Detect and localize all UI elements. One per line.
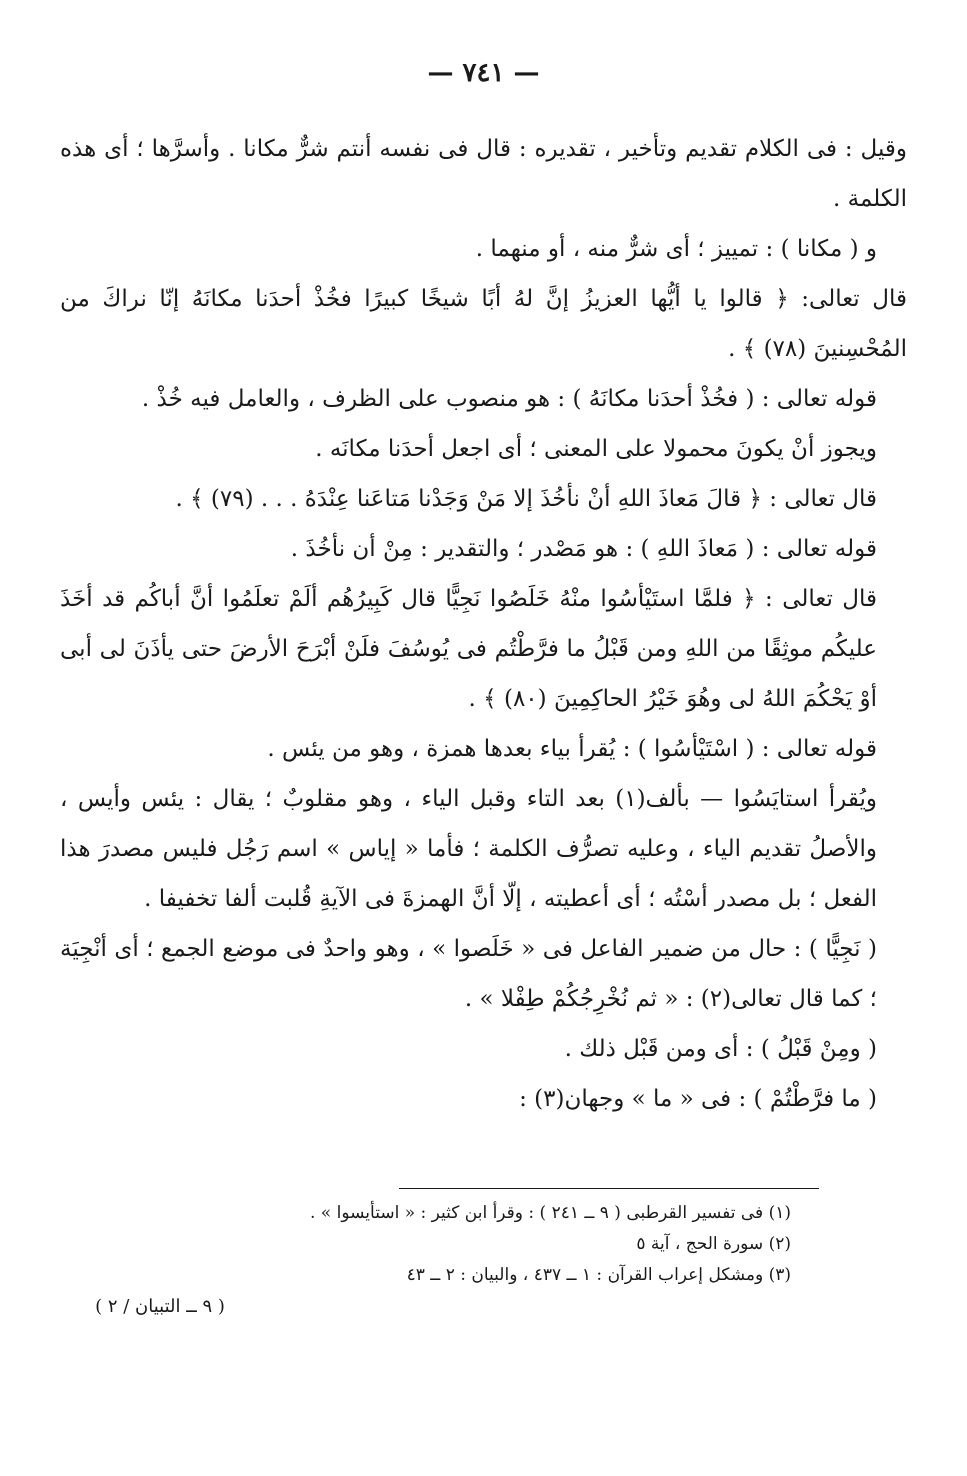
body-text xyxy=(60,124,907,1124)
paragraph: وقيل : فى الكلام تقديم وتأخير ، تقديره : قال فى نفسه أنتم شرٌّ مكانا . وأسرَّها ؛ أى هذه الكلمة . xyxy=(60,136,907,212)
paragraph: ويجوز أنْ يكونَ محمولا على المعنى ؛ أى اجعل أحدَنا مكانَه . xyxy=(315,436,877,462)
page-number: — ٧٤١ — xyxy=(427,58,540,88)
footnote: (٣) ومشكل إعراب القرآن : ١ ــ ٤٣٧ ، والبيان : ٢ ــ ٤٣ xyxy=(406,1265,791,1285)
paragraph: قال تعالى : ﴿ قالَ مَعاذَ اللهِ أنْ نأخُذَ إلا مَنْ وَجَدْنا مَتاعَنا عِنْدَهُ . . . (٧٩) ﴾ . xyxy=(175,486,877,512)
paragraph: ( ومِنْ قَبْلُ ) : أى ومن قَبْل ذلك . xyxy=(564,1036,877,1062)
paragraph: قوله تعالى : ( اسْتَيْأسُوا ) : يُقرأ بياء بعدها همزة ، وهو من يئس . xyxy=(267,736,877,762)
footnote-divider xyxy=(399,1188,819,1189)
paragraph: ويُقرأ استايَسُوا — بألف(١) بعد التاء وقبل الياء ، وهو مقلوبٌ ؛ يقال : يئس وأيس ، والأصلُ تقديم الياء ، وعليه تصرُّف الكلمة ؛ فأما « إياس » اسم رَجُل فليس مصدرَ هذا الفعل ؛ بل مصدر أسْتُه ؛ أى أعطيته ، إلّا أنَّ الهمزةَ فى الآيةِ قُلبت ألفا تخفيفا . xyxy=(60,786,877,912)
footnote: (٢) سورة الحج ، آية ٥ xyxy=(636,1234,791,1254)
paragraph: قال تعالى : ﴿ فلمَّا استَيْأسُوا منْهُ خَلَصُوا نَجِيًّا قال كَبِيرُهُم ألَمْ تعلَمُوا أنَّ أباكُم قد أخَذَ عليكُم موثِقًا من اللهِ ومن قَبْلُ ما فرَّطْتُم فى يُوسُفَ فلَنْ أبْرَحَ الأرضَ حتى يأذَنَ لى أبى أوْ يَحْكُمَ اللهُ لى وهُوَ خَيْرُ الحاكِمِينَ (٨٠) ﴾ . xyxy=(60,586,877,712)
paragraph: قوله تعالى : ( فخُذْ أحدَنا مكانَهُ ) : هو منصوب على الظرف ، والعامل فيه خُذْ . xyxy=(141,386,877,412)
paragraph: ( ما فرَّطْتُمْ ) : فى « ما » وجهان(٣) : xyxy=(519,1086,877,1112)
paragraph: قال تعالى: ﴿ قالوا يا أيُّها العزيزُ إنَّ لهُ أبًا شيخًا كبيرًا فخُذْ أحدَنا مكانَهُ إنّا نراكَ من المُحْسِنينَ (٧٨) ﴾ . xyxy=(60,286,907,362)
paragraph: ( نَجِيًّا ) : حال من ضمير الفاعل فى « خَلَصوا » ، وهو واحدٌ فى موضع الجمع ؛ أى أنْجِيَة ؛ كما قال تعالى(٢) : « ثم نُخْرِجُكُمْ طِفْلا » . xyxy=(60,936,877,1012)
footnote: (١) فى تفسير القرطبى ( ٩ ــ ٢٤١ ) : وقرأ ابن كثير : « استأيسوا » . xyxy=(310,1203,791,1223)
paragraph: قوله تعالى : ( مَعاذَ اللهِ ) : هو مَصْدر ؛ والتقدير : مِنْ أن نأخُذَ . xyxy=(290,536,877,562)
signature-mark: ( ٩ ــ التبيان / ٢ ) xyxy=(95,1296,225,1317)
footnotes xyxy=(60,1198,819,1291)
paragraph: و ( مكانا ) : تمييز ؛ أى شرٌّ منه ، أو منهما . xyxy=(475,236,877,262)
